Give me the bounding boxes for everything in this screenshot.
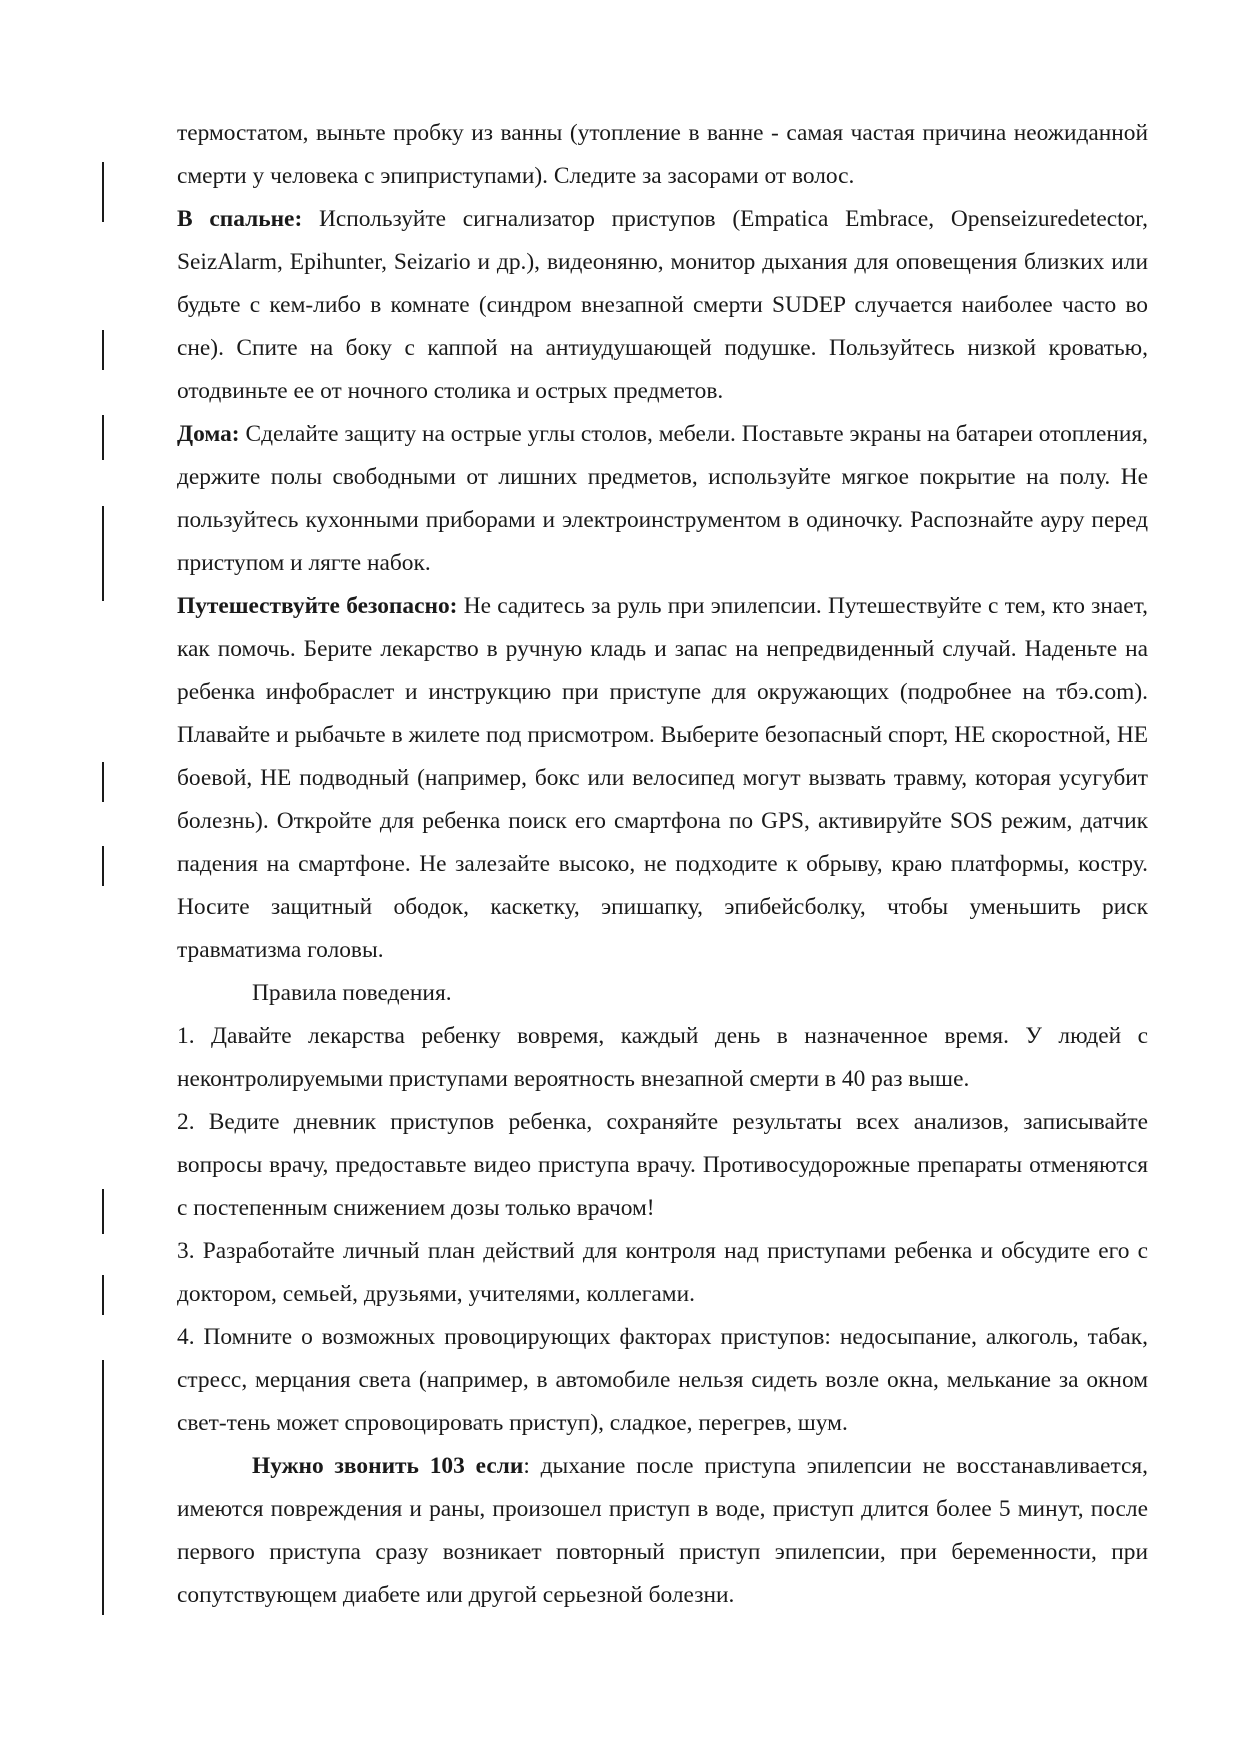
change-bar: [102, 846, 104, 886]
rule-item-3: 3. Разработайте личный план действий для контроля над приступами ребенка и обсудите его с доктором, семьей, друзьями, учителями, коллегами.: [177, 1238, 1148, 1307]
change-bar: [102, 162, 104, 222]
home-text: Сделайте защиту на острые углы столов, мебели. Поставьте экраны на батареи отопления, держите полы свободными от лишних предметов, используйте мягкое покрытие на полу. Не пользуйтесь кухонными приборами и электроинструментом в одиночку. Распознайте ауру перед приступом и лягте набок.: [177, 421, 1148, 576]
rule-item-1: 1. Давайте лекарства ребенку вовремя, каждый день в назначенное время. У людей с неконтролируемыми приступами вероятность внезапной смерти в 40 раз выше.: [177, 1023, 1148, 1092]
change-bar: [102, 415, 104, 460]
change-bar: [102, 1275, 104, 1315]
paragraph-bath: термостатом, выньте пробку из ванны (утопление в ванне - самая частая причина неожиданной смерти у человека с эпиприступами). Следите за засорами от волос.: [177, 120, 1148, 189]
paragraph-travel: [177, 585, 1148, 972]
rule-item-4: 4. Помните о возможных провоцирующих факторах приступов: недосыпание, алкоголь, табак, стресс, мерцания света (например, в автомобиле нельзя сидеть возле окна, мелькание за окном свет-тень может спровоцировать приступ), сладкое, перегрев, шум.: [177, 1324, 1148, 1436]
paragraph-bedroom: [177, 198, 1148, 413]
paragraph-emergency: [177, 1445, 1148, 1617]
bedroom-label: В спальне:: [177, 206, 303, 232]
home-label: Дома:: [177, 421, 240, 447]
document-body: [177, 112, 1148, 1617]
rules-heading: Правила поведения.: [252, 980, 452, 1006]
travel-text: Не садитесь за руль при эпилепсии. Путешествуйте с тем, кто знает, как помочь. Берите лекарство в ручную кладь и запас на непредвиденный случай. Наденьте на ребенка инфобраслет и инструкцию при приступе для окружающих (подробнее на тбэ.com). Плавайте и рыбачьте в жилете под присмотром. Выберите безопасный спорт, НЕ скоростной, НЕ боевой, НЕ подводный (например, бокс или велосипед могут вызвать травму, которая усугубит болезнь). Откройте для ребенка поиск его смартфона по GPS, активируйте SOS режим, датчик падения на смартфоне. Не залезайте высоко, не подходите к обрыву, краю платформы, костру. Носите защитный ободок, каскетку, эпишапку, эпибейсболку, чтобы уменьшить риск травматизма головы.: [177, 593, 1148, 963]
emergency-label: Нужно звонить 103 если: [252, 1453, 524, 1479]
paragraph-home: [177, 413, 1148, 585]
travel-label: Путешествуйте безопасно:: [177, 593, 458, 619]
change-bar: [102, 762, 104, 802]
bedroom-text: Используйте сигнализатор приступов (Empatica Embrace, Openseizuredetector, SeizAlarm, Epihunter, Seizario и др.), видеоняню, монитор дыхания для оповещения близких или будьте с кем-либо в комнате (синдром внезапной смерти SUDEP случается наиболее часто во сне). Спите на боку с каппой на антиудушающей подушке. Пользуйтесь низкой кроватью, отодвиньте ее от ночного столика и острых предметов.: [177, 206, 1148, 404]
change-bar: [102, 506, 104, 601]
emergency-text: : дыхание после приступа эпилепсии не восстанавливается, имеются повреждения и раны, произошел приступ в воде, приступ длится более 5 минут, после первого приступа сразу возникает повторный приступ эпилепсии, при беременности, при сопутствующем диабете или другой серьезной болезни.: [177, 1453, 1149, 1608]
rule-item-2: 2. Ведите дневник приступов ребенка, сохраняйте результаты всех анализов, записывайте вопросы врачу, предоставьте видео приступа врачу. Противосудорожные препараты отменяются с постепенным снижением дозы только врачом!: [177, 1109, 1148, 1221]
change-bar: [102, 1189, 104, 1234]
change-bar: [102, 1360, 104, 1615]
change-bar: [102, 330, 104, 370]
